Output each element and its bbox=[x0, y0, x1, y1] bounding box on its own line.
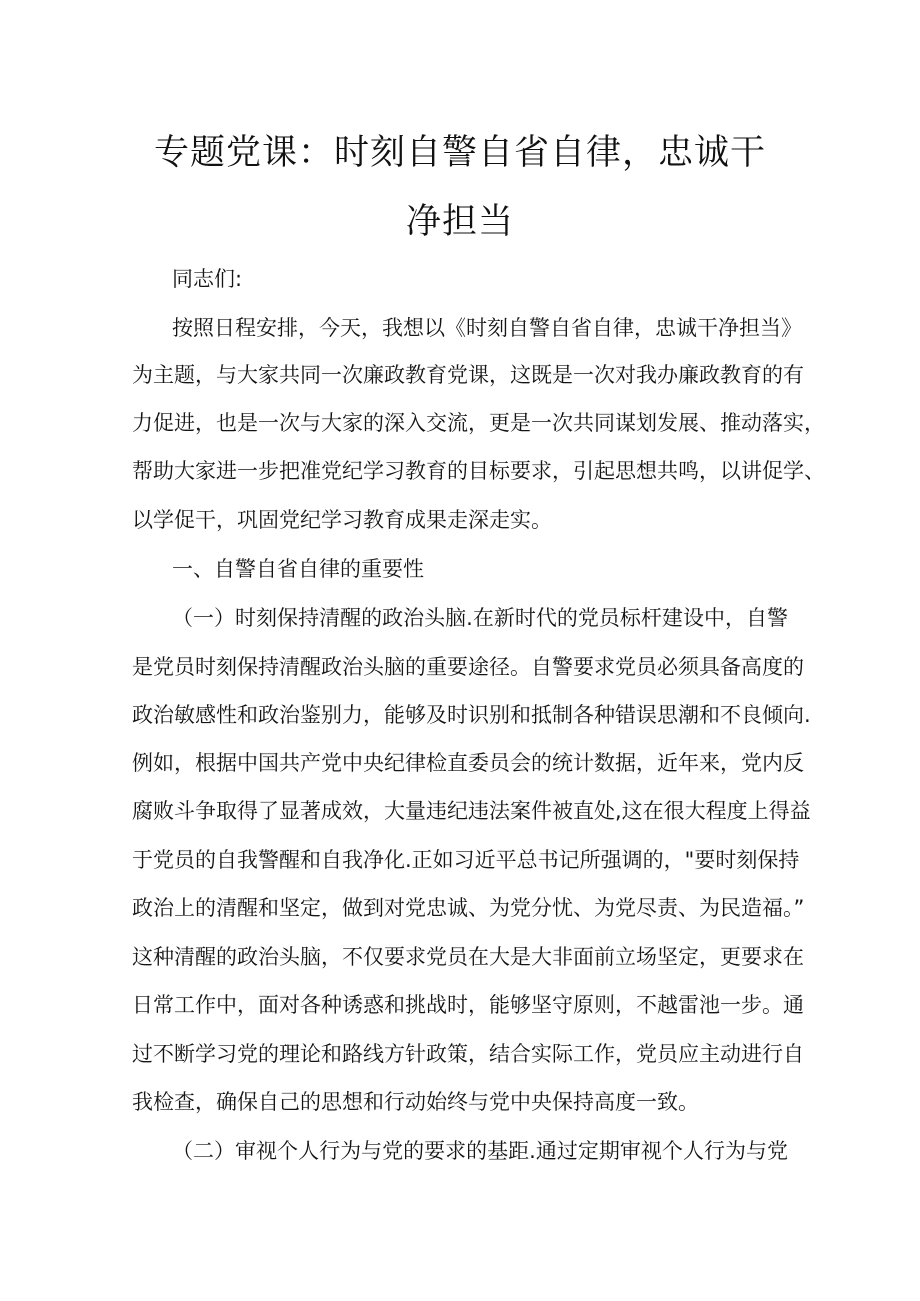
paragraph-line: （一）时刻保持清醒的政治头脑.在新时代的党员标杆建设中，自警 bbox=[172, 606, 788, 630]
paragraph-line: （二）审视个人行为与党的要求的基距.通过定期审视个人行为与党 bbox=[172, 1139, 788, 1163]
paragraph-line: 我检查，确保自己的思想和行动始终与党中央保持高度一致。 bbox=[132, 1090, 699, 1114]
paragraph-line: 例如，根据中国共产党中央纪律检直委员会的统计数据，近年来，党内反 bbox=[132, 751, 804, 775]
intro-line: 为主题，与大家共同一次廉政教育党课，这既是一次对我办廉政教育的有 bbox=[132, 363, 804, 387]
paragraph-line: 这种清醒的政治头脑，不仅要求党员在大是大非面前立场坚定，更要求在 bbox=[132, 945, 804, 969]
paragraph-line: 政治敏感性和政治鉴别力，能够及时识别和抵制各种错误思潮和不良倾向. bbox=[132, 703, 811, 727]
intro-line: 帮助大家进一步把准党纪学习教育的目标要求，引起思想共鸣，以讲促学、 bbox=[132, 459, 825, 483]
document-title-line-2: 净担当 bbox=[405, 202, 514, 242]
document-title-line-1: 专题党课：时刻自警自省自律，忠诚干 bbox=[153, 133, 766, 173]
paragraph-line: 是党员时刻保持清醒政治头脑的重要途径。自警要求党员必须具备高度的 bbox=[132, 655, 804, 679]
intro-line: 以学促干，巩固党纪学习教育成果走深走实。 bbox=[132, 508, 552, 532]
paragraph-line: 政治上的清醒和坚定，做到对党忠诚、为党分忧、为党尽责、为民造福。” bbox=[132, 896, 805, 920]
intro-line: 按照日程安排，今天，我想以《时刻自警自省自律，忠诚干净担当》 bbox=[172, 316, 802, 340]
paragraph-line: 于党员的自我警醒和自我净化.正如习近平总书记所强调的，"要时刻保持 bbox=[132, 848, 800, 872]
section-heading: 一、自警自省自律的重要性 bbox=[172, 557, 424, 581]
paragraph-line: 日常工作中，面对各种诱惑和挑战时，能够坚守原则，不越雷池一步。通 bbox=[132, 993, 804, 1017]
paragraph-line: 过不断学习党的理论和路线方针政策，结合实际工作，党员应主动进行自 bbox=[132, 1042, 804, 1066]
salutation: 同志们: bbox=[172, 267, 243, 291]
intro-line: 力促进，也是一次与大家的深入交流，更是一次共同谋划发展、推动落实， bbox=[132, 411, 825, 435]
paragraph-line: 腐败斗争取得了显著成效，大量违纪违法案件被直处,这在很大程度上得益 bbox=[132, 799, 811, 823]
